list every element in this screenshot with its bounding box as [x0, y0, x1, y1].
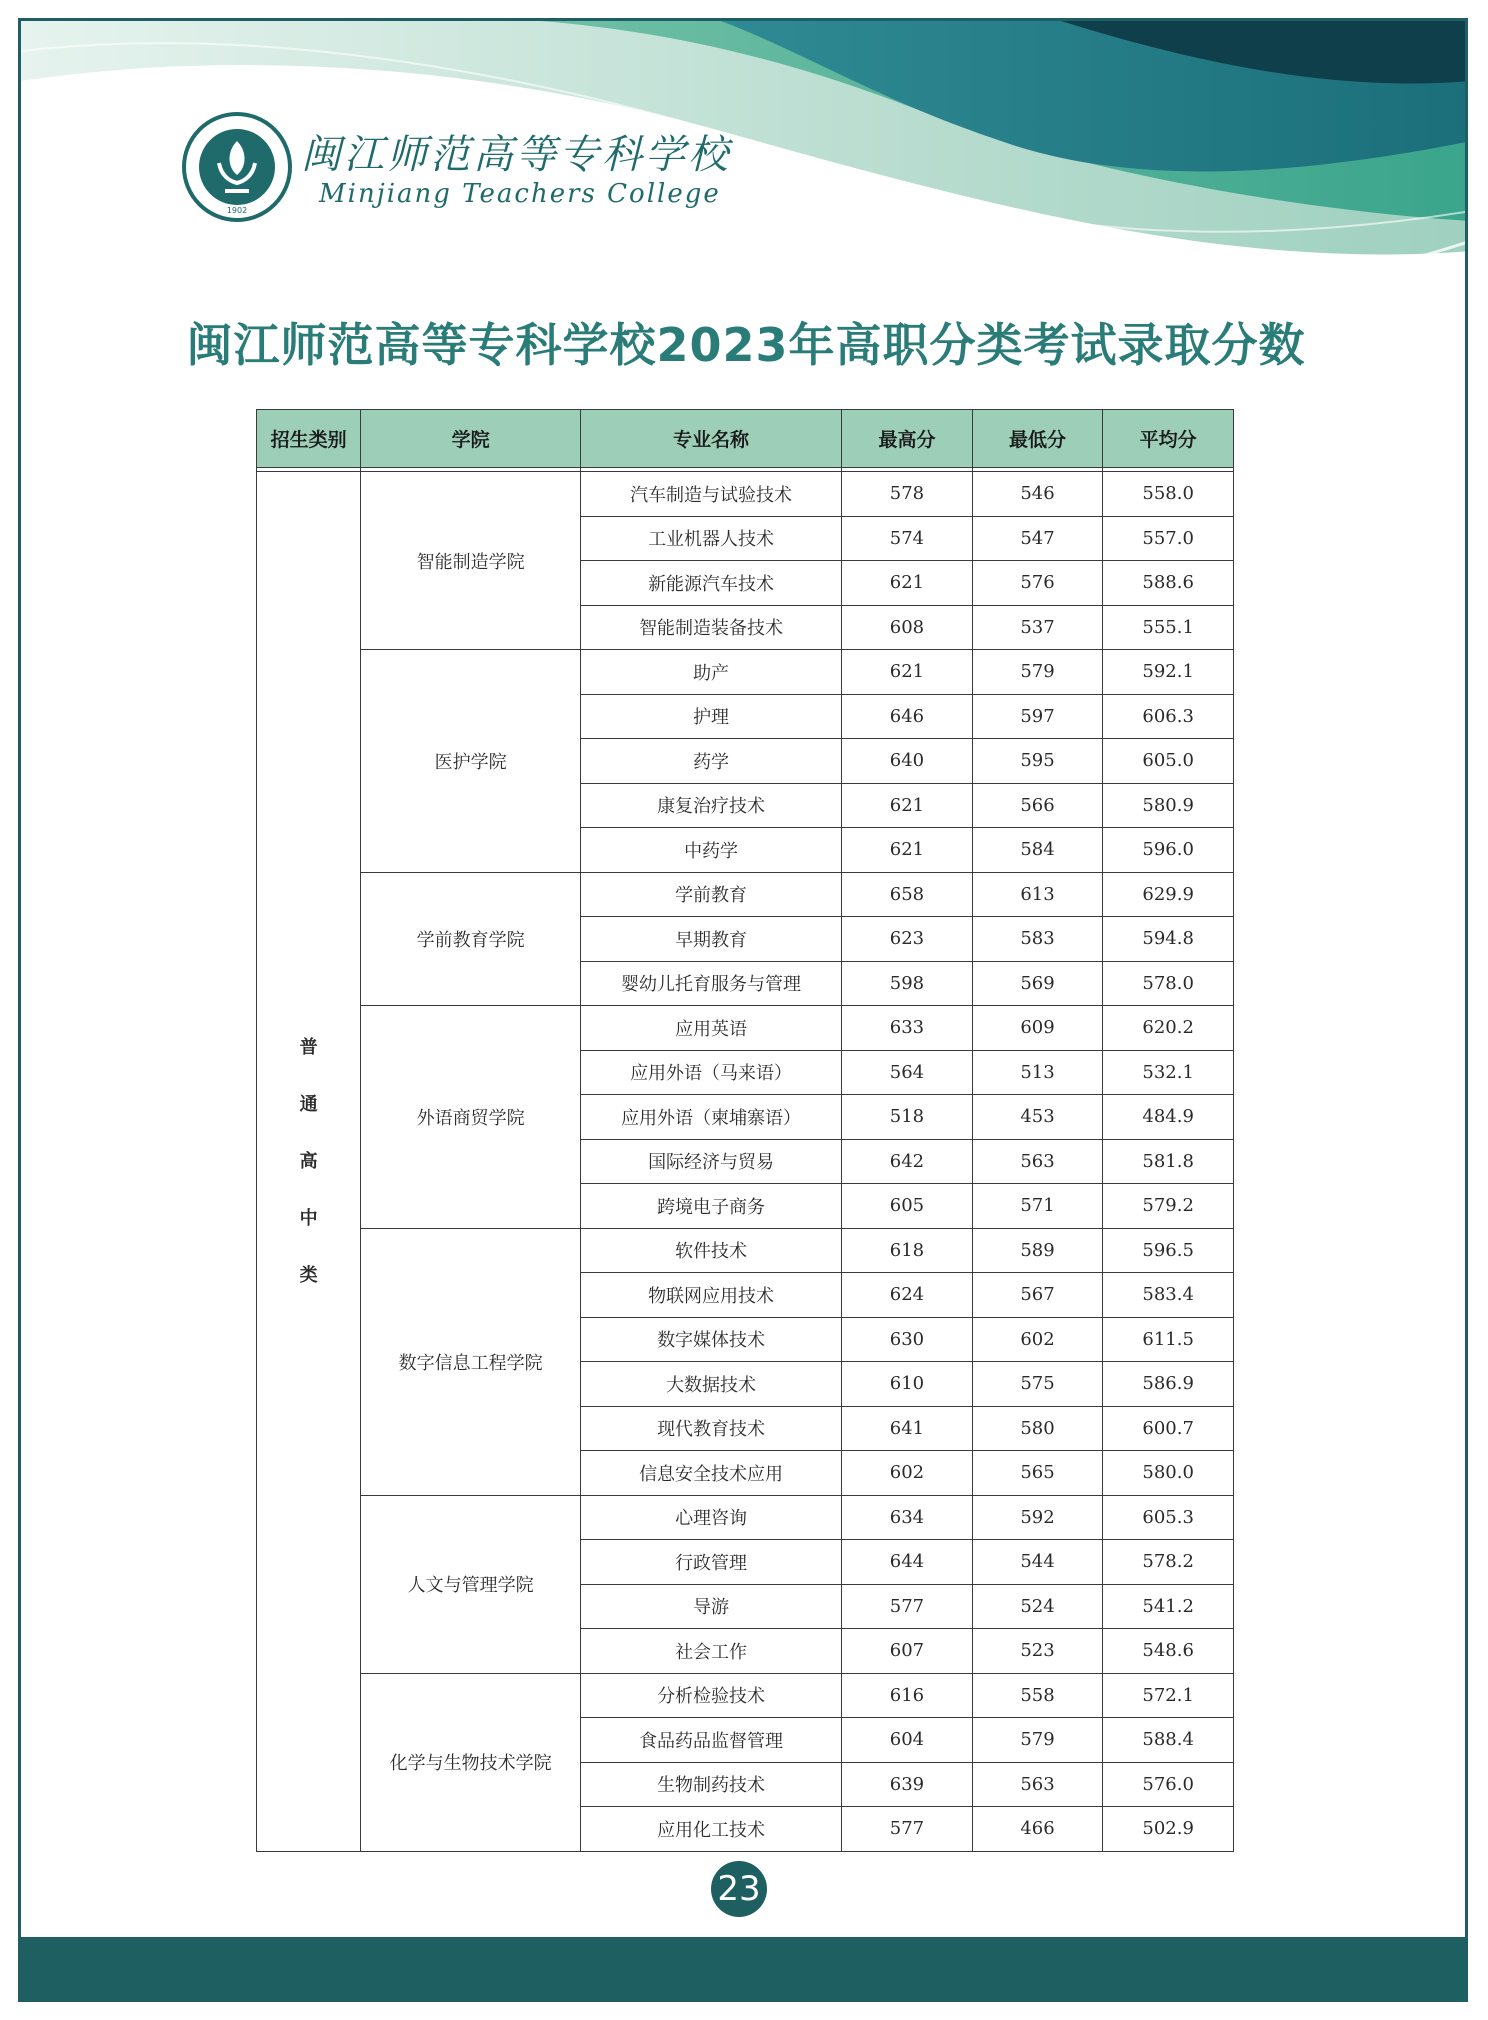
min-score-cell: 558: [972, 1673, 1103, 1718]
avg-score-cell: 594.8: [1103, 917, 1234, 962]
college-cell: 智能制造学院: [361, 472, 581, 650]
min-score-cell: 547: [972, 516, 1103, 561]
min-score-cell: 565: [972, 1451, 1103, 1496]
min-score-cell: 592: [972, 1495, 1103, 1540]
avg-score-cell: 580.9: [1103, 783, 1234, 828]
major-cell: 数字媒体技术: [580, 1317, 841, 1362]
avg-score-cell: 588.6: [1103, 561, 1234, 606]
major-cell: 早期教育: [580, 917, 841, 962]
min-score-cell: 583: [972, 917, 1103, 962]
max-score-cell: 639: [842, 1762, 973, 1807]
major-cell: 护理: [580, 694, 841, 739]
min-score-cell: 523: [972, 1629, 1103, 1674]
min-score-cell: 513: [972, 1050, 1103, 1095]
major-cell: 工业机器人技术: [580, 516, 841, 561]
table-row: [257, 1006, 1234, 1051]
college-cell: 外语商贸学院: [361, 1006, 581, 1229]
major-cell: 大数据技术: [580, 1362, 841, 1407]
avg-score-cell: 606.3: [1103, 694, 1234, 739]
major-cell: 助产: [580, 650, 841, 695]
avg-score-cell: 532.1: [1103, 1050, 1234, 1095]
max-score-cell: 577: [842, 1584, 973, 1629]
major-cell: 应用英语: [580, 1006, 841, 1051]
min-score-cell: 544: [972, 1540, 1103, 1585]
header-avg-score: 平均分: [1103, 410, 1234, 468]
category-char: 高: [299, 1150, 318, 1172]
avg-score-cell: 578.0: [1103, 961, 1234, 1006]
category-char: 普: [299, 1036, 318, 1058]
college-cell: 化学与生物技术学院: [361, 1673, 581, 1851]
college-cell: 学前教育学院: [361, 872, 581, 1006]
major-cell: 新能源汽车技术: [580, 561, 841, 606]
avg-score-cell: 578.2: [1103, 1540, 1234, 1585]
major-cell: 药学: [580, 739, 841, 784]
logo-chinese-name: 闽江师范高等专科学校: [301, 132, 731, 178]
category-char: 通: [299, 1093, 318, 1115]
max-score-cell: 607: [842, 1629, 973, 1674]
major-cell: 康复治疗技术: [580, 783, 841, 828]
max-score-cell: 604: [842, 1718, 973, 1763]
category-char: 类: [299, 1264, 318, 1286]
max-score-cell: 577: [842, 1807, 973, 1852]
avg-score-cell: 583.4: [1103, 1273, 1234, 1318]
min-score-cell: 524: [972, 1584, 1103, 1629]
max-score-cell: 616: [842, 1673, 973, 1718]
min-score-cell: 580: [972, 1406, 1103, 1451]
min-score-cell: 575: [972, 1362, 1103, 1407]
major-cell: 软件技术: [580, 1228, 841, 1273]
max-score-cell: 610: [842, 1362, 973, 1407]
min-score-cell: 566: [972, 783, 1103, 828]
max-score-cell: 644: [842, 1540, 973, 1585]
min-score-cell: 567: [972, 1273, 1103, 1318]
admission-score-table: [256, 409, 1234, 1852]
max-score-cell: 598: [842, 961, 973, 1006]
table-header-row: [257, 410, 1234, 468]
avg-score-cell: 605.0: [1103, 739, 1234, 784]
major-cell: 物联网应用技术: [580, 1273, 841, 1318]
major-cell: 婴幼儿托育服务与管理: [580, 961, 841, 1006]
college-seal-icon: [181, 111, 293, 223]
max-score-cell: 602: [842, 1451, 973, 1496]
major-cell: 社会工作: [580, 1629, 841, 1674]
major-cell: 跨境电子商务: [580, 1184, 841, 1229]
major-cell: 智能制造装备技术: [580, 605, 841, 650]
major-cell: 汽车制造与试验技术: [580, 472, 841, 517]
major-cell: 中药学: [580, 828, 841, 873]
major-cell: 学前教育: [580, 872, 841, 917]
avg-score-cell: 572.1: [1103, 1673, 1234, 1718]
min-score-cell: 453: [972, 1095, 1103, 1140]
avg-score-cell: 484.9: [1103, 1095, 1234, 1140]
major-cell: 行政管理: [580, 1540, 841, 1585]
category-cell: [257, 472, 361, 1852]
avg-score-cell: 596.5: [1103, 1228, 1234, 1273]
avg-score-cell: 586.9: [1103, 1362, 1234, 1407]
min-score-cell: 589: [972, 1228, 1103, 1273]
category-char: 中: [299, 1207, 318, 1229]
college-cell: 数字信息工程学院: [361, 1228, 581, 1495]
min-score-cell: 571: [972, 1184, 1103, 1229]
max-score-cell: 605: [842, 1184, 973, 1229]
avg-score-cell: 580.0: [1103, 1451, 1234, 1496]
footer-bar: [21, 1937, 1468, 1999]
avg-score-cell: 502.9: [1103, 1807, 1234, 1852]
major-cell: 现代教育技术: [580, 1406, 841, 1451]
avg-score-cell: 557.0: [1103, 516, 1234, 561]
header-category: 招生类别: [257, 410, 361, 468]
major-cell: 信息安全技术应用: [580, 1451, 841, 1496]
major-cell: 应用外语（柬埔寨语）: [580, 1095, 841, 1140]
major-cell: 食品药品监督管理: [580, 1718, 841, 1763]
avg-score-cell: 596.0: [1103, 828, 1234, 873]
max-score-cell: 608: [842, 605, 973, 650]
avg-score-cell: 600.7: [1103, 1406, 1234, 1451]
major-cell: 应用外语（马来语）: [580, 1050, 841, 1095]
max-score-cell: 578: [842, 472, 973, 517]
min-score-cell: 579: [972, 650, 1103, 695]
avg-score-cell: 555.1: [1103, 605, 1234, 650]
avg-score-cell: 605.3: [1103, 1495, 1234, 1540]
avg-score-cell: 592.1: [1103, 650, 1234, 695]
seal-year: 1902: [226, 206, 248, 215]
page-title: 闽江师范高等专科学校2023年高职分类考试录取分数: [186, 318, 1306, 372]
major-cell: 心理咨询: [580, 1495, 841, 1540]
min-score-cell: 537: [972, 605, 1103, 650]
max-score-cell: 621: [842, 828, 973, 873]
min-score-cell: 613: [972, 872, 1103, 917]
avg-score-cell: 620.2: [1103, 1006, 1234, 1051]
max-score-cell: 621: [842, 561, 973, 606]
avg-score-cell: 548.6: [1103, 1629, 1234, 1674]
max-score-cell: 564: [842, 1050, 973, 1095]
table-row: [257, 1673, 1234, 1718]
header-college: 学院: [361, 410, 581, 468]
min-score-cell: 563: [972, 1139, 1103, 1184]
max-score-cell: 618: [842, 1228, 973, 1273]
max-score-cell: 640: [842, 739, 973, 784]
max-score-cell: 633: [842, 1006, 973, 1051]
min-score-cell: 563: [972, 1762, 1103, 1807]
min-score-cell: 597: [972, 694, 1103, 739]
max-score-cell: 621: [842, 783, 973, 828]
table-row: [257, 1495, 1234, 1540]
avg-score-cell: 576.0: [1103, 1762, 1234, 1807]
avg-score-cell: 611.5: [1103, 1317, 1234, 1362]
max-score-cell: 621: [842, 650, 973, 695]
table-row: [257, 650, 1234, 695]
max-score-cell: 646: [842, 694, 973, 739]
table-row: [257, 872, 1234, 917]
max-score-cell: 518: [842, 1095, 973, 1140]
max-score-cell: 623: [842, 917, 973, 962]
major-cell: 导游: [580, 1584, 841, 1629]
max-score-cell: 630: [842, 1317, 973, 1362]
major-cell: 应用化工技术: [580, 1807, 841, 1852]
major-cell: 生物制药技术: [580, 1762, 841, 1807]
max-score-cell: 658: [842, 872, 973, 917]
max-score-cell: 624: [842, 1273, 973, 1318]
min-score-cell: 595: [972, 739, 1103, 784]
min-score-cell: 602: [972, 1317, 1103, 1362]
min-score-cell: 576: [972, 561, 1103, 606]
min-score-cell: 579: [972, 1718, 1103, 1763]
header-max-score: 最高分: [842, 410, 973, 468]
avg-score-cell: 541.2: [1103, 1584, 1234, 1629]
avg-score-cell: 629.9: [1103, 872, 1234, 917]
table-row: [257, 472, 1234, 517]
avg-score-cell: 558.0: [1103, 472, 1234, 517]
max-score-cell: 634: [842, 1495, 973, 1540]
page-frame: [18, 18, 1468, 2002]
table-body: [257, 468, 1234, 1852]
table-row: [257, 1228, 1234, 1273]
max-score-cell: 574: [842, 516, 973, 561]
page-number: 23: [711, 1861, 767, 1917]
min-score-cell: 569: [972, 961, 1103, 1006]
min-score-cell: 466: [972, 1807, 1103, 1852]
avg-score-cell: 588.4: [1103, 1718, 1234, 1763]
header-min-score: 最低分: [972, 410, 1103, 468]
college-logo: [181, 101, 741, 231]
min-score-cell: 546: [972, 472, 1103, 517]
max-score-cell: 642: [842, 1139, 973, 1184]
logo-english-name: Minjiang Teachers College: [319, 179, 721, 209]
avg-score-cell: 581.8: [1103, 1139, 1234, 1184]
min-score-cell: 584: [972, 828, 1103, 873]
max-score-cell: 641: [842, 1406, 973, 1451]
header-major: 专业名称: [580, 410, 841, 468]
min-score-cell: 609: [972, 1006, 1103, 1051]
college-cell: 医护学院: [361, 650, 581, 873]
major-cell: 国际经济与贸易: [580, 1139, 841, 1184]
avg-score-cell: 579.2: [1103, 1184, 1234, 1229]
college-cell: 人文与管理学院: [361, 1495, 581, 1673]
major-cell: 分析检验技术: [580, 1673, 841, 1718]
